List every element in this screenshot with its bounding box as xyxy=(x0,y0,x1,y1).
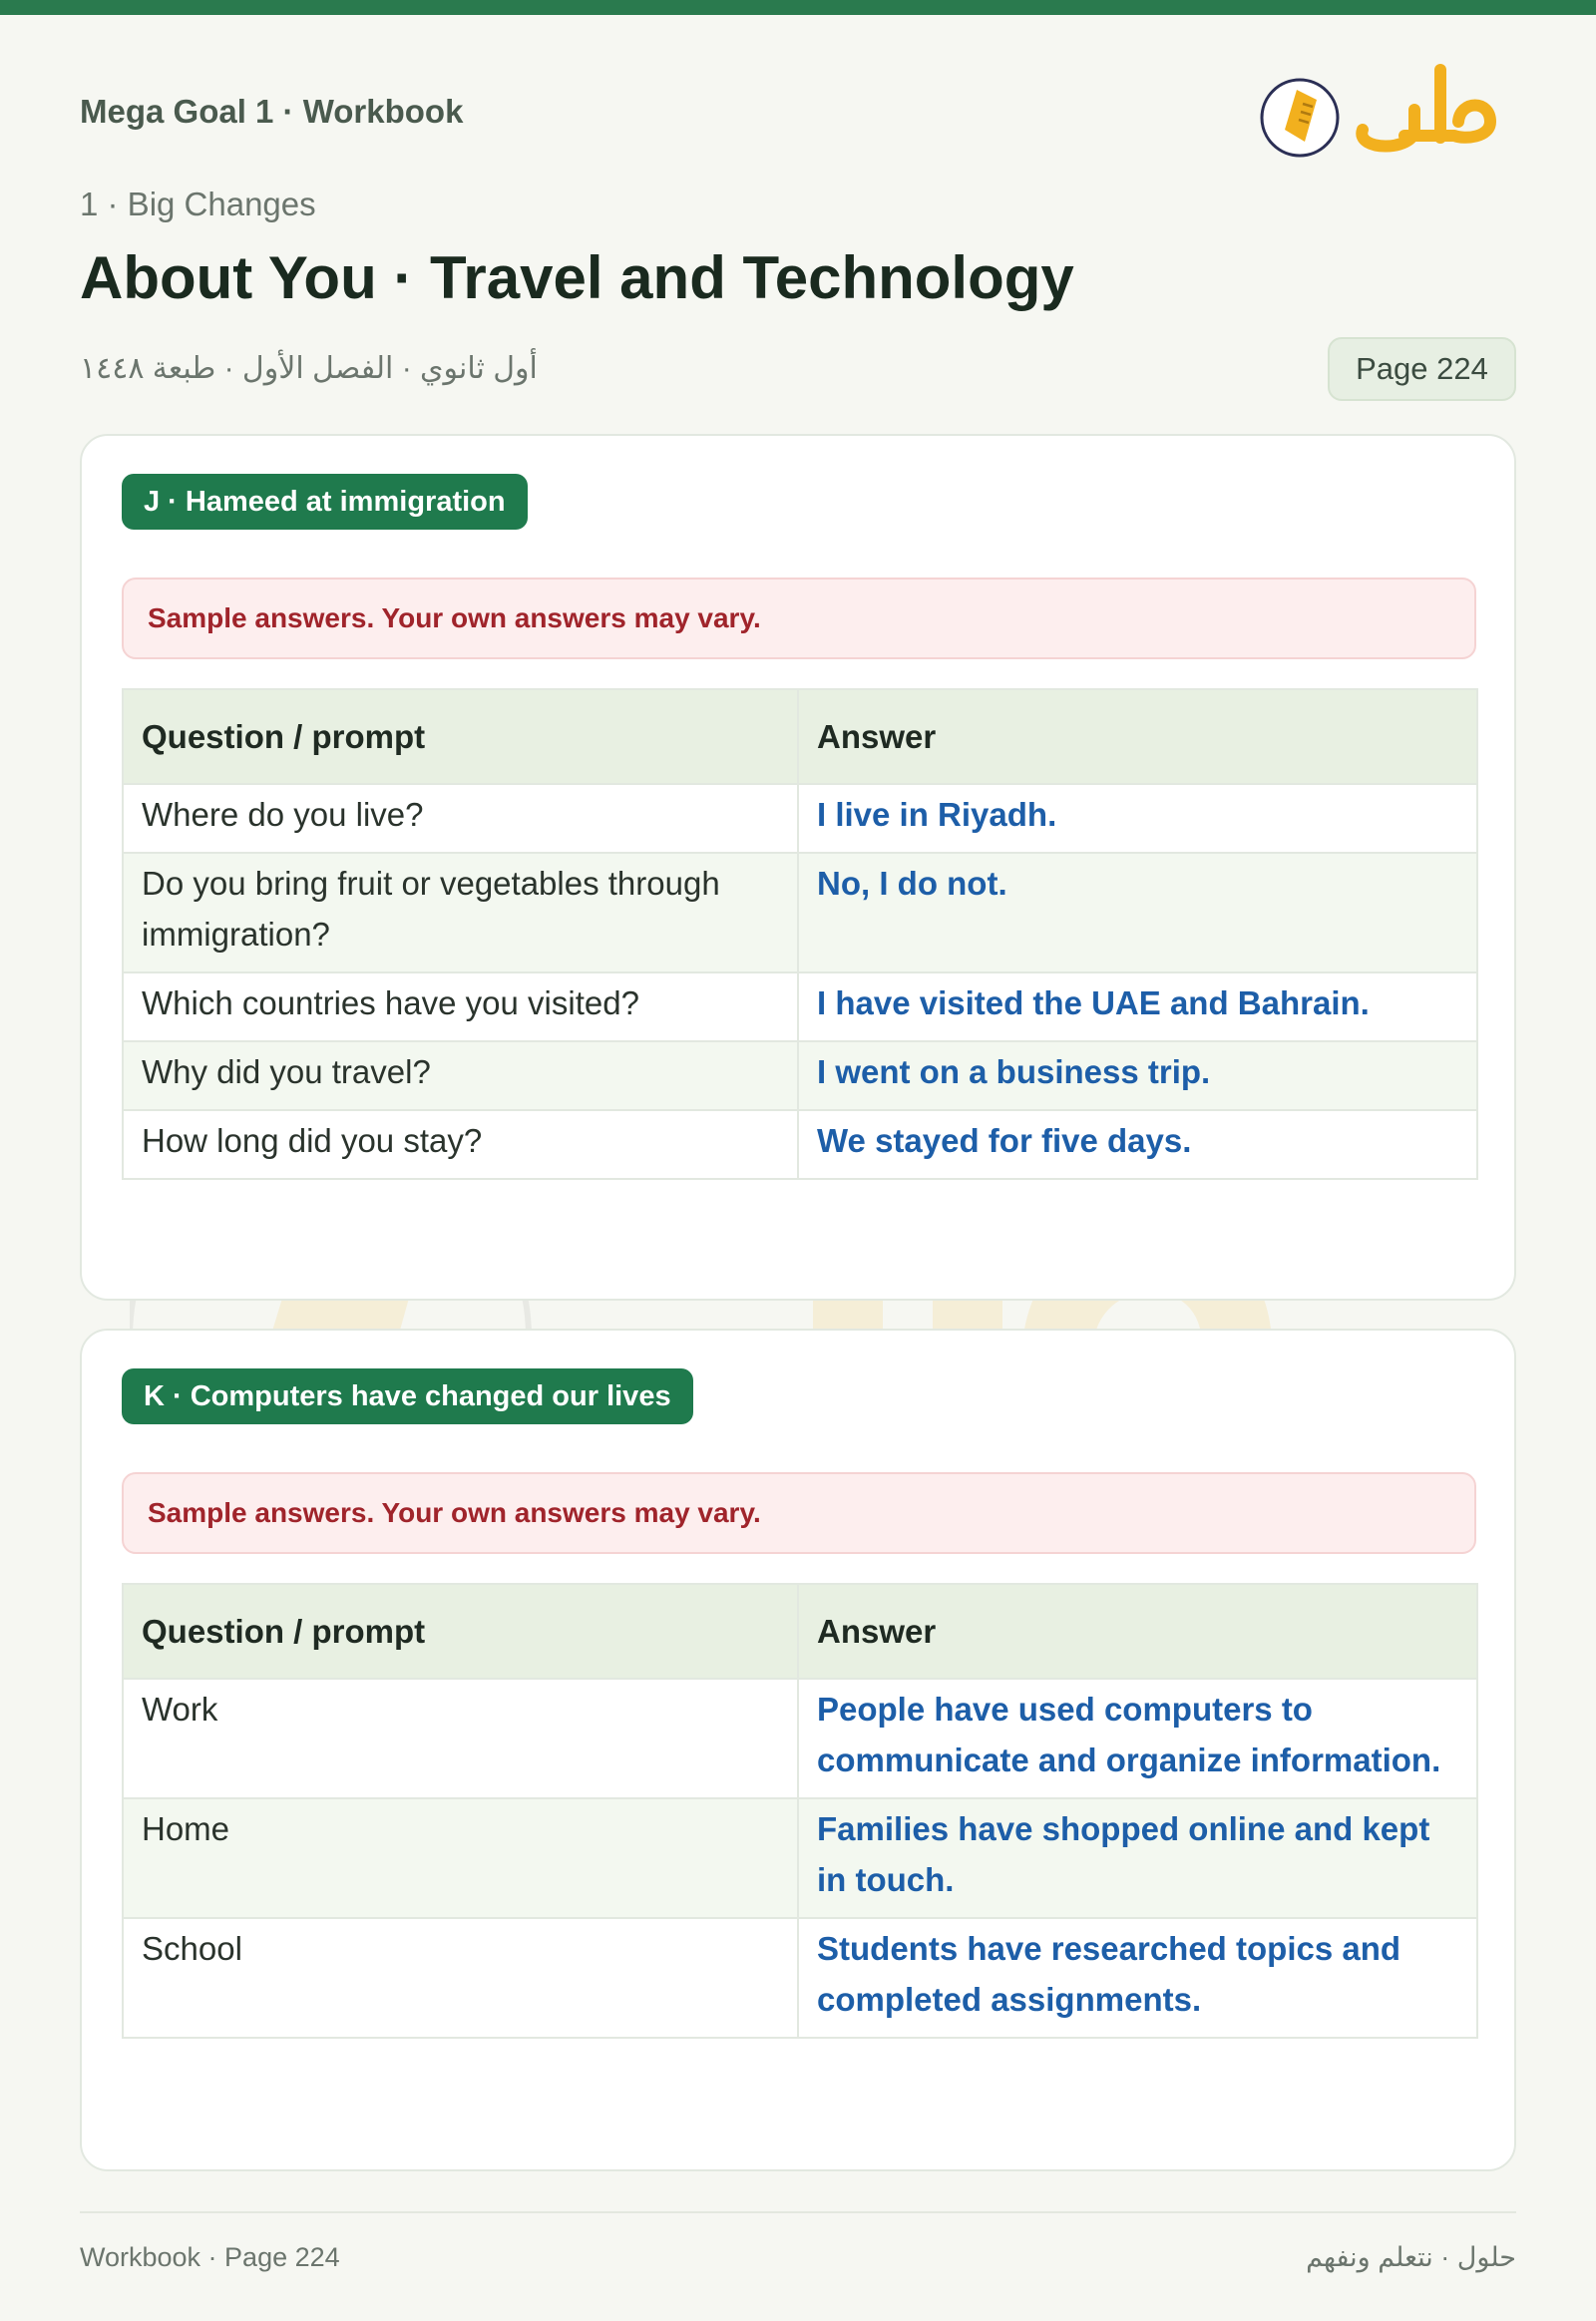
section-card-j xyxy=(80,434,1516,1301)
logo-icon xyxy=(1255,60,1504,170)
answer-cell: I live in Riyadh. xyxy=(798,784,1477,853)
answer-cell: I went on a business trip. xyxy=(798,1041,1477,1110)
question-cell: Where do you live? xyxy=(123,784,798,853)
page-title: About You · Travel and Technology xyxy=(80,244,1074,311)
question-cell: How long did you stay? xyxy=(123,1110,798,1179)
footer-brand-tagline: حلول · نتعلم ونفهم xyxy=(1306,2242,1516,2272)
footer-divider xyxy=(80,2211,1516,2213)
question-cell: Do you bring fruit or vegetables through immigration? xyxy=(123,853,798,972)
question-cell: School xyxy=(123,1918,798,2038)
section-label: J · Hameed at immigration xyxy=(122,474,528,530)
answer-cell: People have used computers to communicate and organize information. xyxy=(798,1679,1477,1798)
table-row xyxy=(123,853,1477,972)
column-header-question: Question / prompt xyxy=(123,1584,798,1679)
question-cell: Which countries have you visited? xyxy=(123,972,798,1041)
halool-logo xyxy=(1255,60,1504,170)
table-row xyxy=(123,1798,1477,1918)
top-accent-bar xyxy=(0,0,1596,15)
question-cell: Why did you travel? xyxy=(123,1041,798,1110)
table-row xyxy=(123,1110,1477,1179)
table-header-row xyxy=(123,1584,1477,1679)
column-header-question: Question / prompt xyxy=(123,689,798,784)
column-header-answer: Answer xyxy=(798,1584,1477,1679)
table-row xyxy=(123,1918,1477,2038)
sample-answers-notice: Sample answers. Your own answers may vary. xyxy=(122,578,1476,659)
answer-cell: No, I do not. xyxy=(798,853,1477,972)
footer-page-label: Workbook · Page 224 xyxy=(80,2242,340,2272)
sample-answers-notice: Sample answers. Your own answers may vary. xyxy=(122,1472,1476,1554)
qa-table xyxy=(122,1583,1478,2039)
question-cell: Home xyxy=(123,1798,798,1918)
column-header-answer: Answer xyxy=(798,689,1477,784)
question-cell: Work xyxy=(123,1679,798,1798)
unit-label: 1 · Big Changes xyxy=(80,186,316,222)
table-row xyxy=(123,1679,1477,1798)
qa-table xyxy=(122,688,1478,1180)
section-card-k xyxy=(80,1329,1516,2171)
answer-cell: Students have researched topics and completed assignments. xyxy=(798,1918,1477,2038)
table-header-row xyxy=(123,689,1477,784)
table-row xyxy=(123,1041,1477,1110)
answer-cell: We stayed for five days. xyxy=(798,1110,1477,1179)
table-row xyxy=(123,784,1477,853)
answer-cell: I have visited the UAE and Bahrain. xyxy=(798,972,1477,1041)
answer-cell: Families have shopped online and kept in touch. xyxy=(798,1798,1477,1918)
arabic-grade-meta: أول ثانوي · الفصل الأول · طبعة ١٤٤٨ xyxy=(80,352,538,385)
section-label: K · Computers have changed our lives xyxy=(122,1368,693,1424)
page-number-badge: Page 224 xyxy=(1328,337,1516,401)
table-row xyxy=(123,972,1477,1041)
book-title: Mega Goal 1 · Workbook xyxy=(80,93,464,130)
